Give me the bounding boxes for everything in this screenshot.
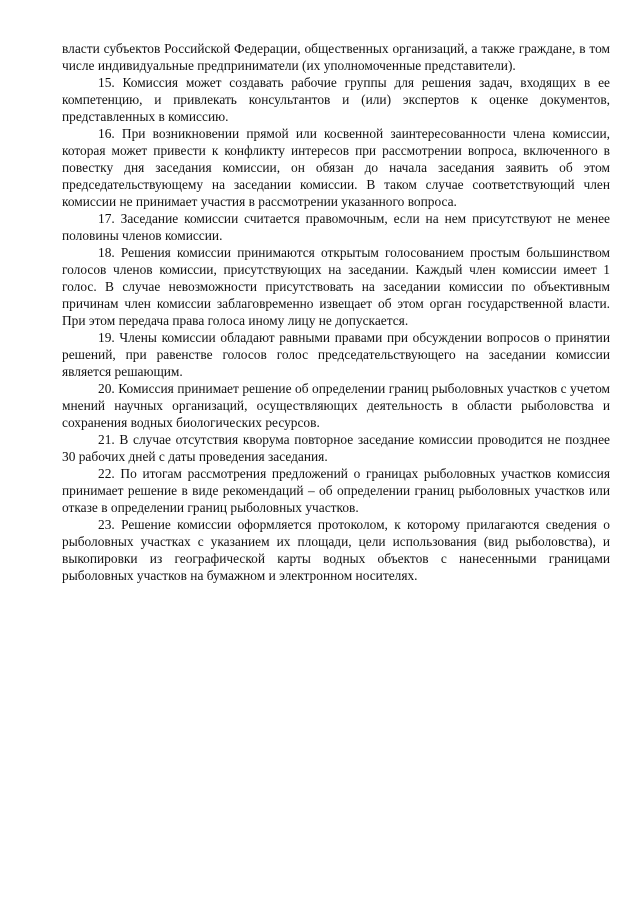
- paragraph-20: 20. Комиссия принимает решение об определении границ рыболовных участков с учетом мнений научных организаций, осуществляющих деятельность в области рыболовства и сохранения водных биологических ресурсов.: [62, 381, 610, 430]
- paragraph-18: 18. Решения комиссии принимаются открытым голосованием простым большинством голосов членов комиссии, присутствующих на заседании. Каждый член комиссии имеет 1 голос. В случае невозможности присутствовать на заседании комиссии по объективным причинам член комиссии заблаговременно извещает об этом орган государственной власти. При этом передача права голоса иному лицу не допускается.: [62, 245, 610, 328]
- document-page: [62, 40, 610, 584]
- paragraph-22: 22. По итогам рассмотрения предложений о границах рыболовных участков комиссия принимает решение в виде рекомендаций – об определении границ рыболовных участков или отказе в определении границ рыболовных участков.: [62, 466, 610, 515]
- paragraph-17: 17. Заседание комиссии считается правомочным, если на нем присутствуют не менее половины членов комиссии.: [62, 211, 610, 243]
- paragraph-15: 15. Комиссия может создавать рабочие группы для решения задач, входящих в ее компетенцию, и привлекать консультантов и (или) экспертов к оценке документов, представленных в комиссию.: [62, 75, 610, 124]
- paragraph-19: 19. Члены комиссии обладают равными правами при обсуждении вопросов о принятии решений, при равенстве голосов голос председательствующего на заседании комиссии является решающим.: [62, 330, 610, 379]
- paragraph-continuation: власти субъектов Российской Федерации, общественных организаций, а также граждане, в том числе индивидуальные предприниматели (их уполномоченные представители).: [62, 41, 610, 73]
- paragraph-21: 21. В случае отсутствия кворума повторное заседание комиссии проводится не позднее 30 рабочих дней с даты проведения заседания.: [62, 432, 610, 464]
- paragraph-16: 16. При возникновении прямой или косвенной заинтересованности члена комиссии, которая может привести к конфликту интересов при рассмотрении вопроса, включенного в повестку дня заседания комиссии, он обязан до начала заседания заявить об этом председательствующему на заседании комиссии. В таком случае соответствующий член комиссии не принимает участия в рассмотрении указанного вопроса.: [62, 126, 610, 209]
- paragraph-23: 23. Решение комиссии оформляется протоколом, к которому прилагаются сведения о рыболовных участках с указанием их площади, цели использования (вид рыболовства), и выкопировки из географической карты водных объектов с нанесенными границами рыболовных участков на бумажном и электронном носителях.: [62, 517, 610, 583]
